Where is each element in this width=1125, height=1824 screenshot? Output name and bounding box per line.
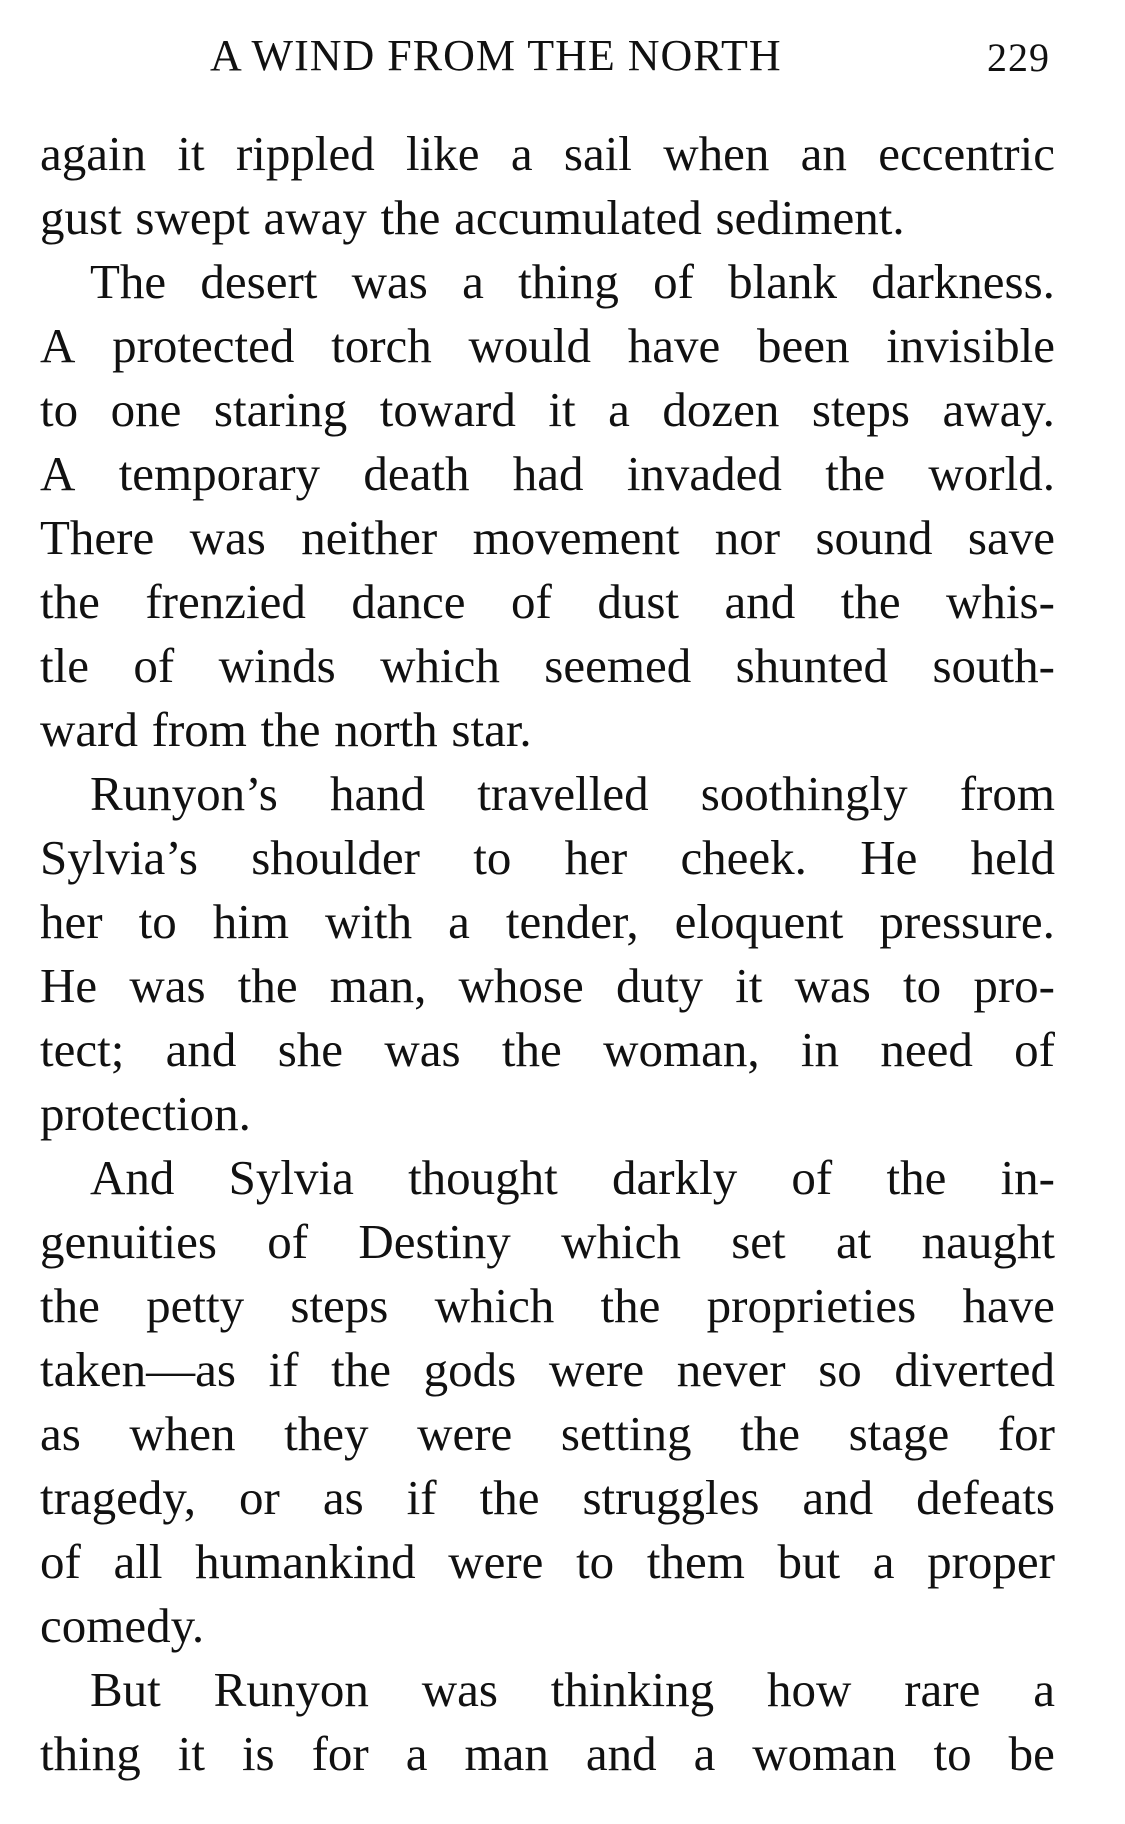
word: travelled — [477, 766, 649, 821]
word: darkly — [612, 1150, 738, 1205]
word: have — [627, 318, 721, 373]
word: to — [933, 1726, 972, 1781]
word: or — [239, 1470, 280, 1525]
word: soothingly — [700, 766, 908, 821]
word: shunted — [735, 638, 889, 693]
word: the — [331, 1342, 392, 1397]
word: need — [880, 1022, 973, 1077]
text-line — [40, 1082, 1055, 1146]
word: tle — [40, 638, 89, 693]
word: duty — [615, 958, 704, 1013]
word: a — [510, 126, 533, 181]
text-line — [40, 1530, 1055, 1594]
word: staring — [213, 382, 348, 437]
word: Runyon — [213, 1662, 369, 1717]
word: and — [724, 574, 796, 629]
word: her — [564, 830, 628, 885]
word: desert — [200, 254, 318, 309]
word: comedy. — [40, 1598, 205, 1653]
word: of — [1014, 1022, 1055, 1077]
word: for — [311, 1726, 369, 1781]
word: been — [756, 318, 850, 373]
text-line — [40, 954, 1055, 1018]
body-text — [40, 122, 1055, 1786]
word: was — [384, 1022, 461, 1077]
text-line — [40, 1594, 1055, 1658]
word: He — [40, 958, 98, 1013]
word: away. — [942, 382, 1055, 437]
word: ward — [40, 702, 138, 757]
word: man — [464, 1726, 549, 1781]
word: a — [405, 1726, 428, 1781]
word: the — [40, 1278, 100, 1333]
word: protected — [112, 318, 295, 373]
word: it — [177, 126, 205, 181]
word: was — [351, 254, 428, 309]
text-line — [40, 1146, 1055, 1210]
word: eccentric — [878, 126, 1055, 181]
word: thinking — [550, 1662, 715, 1717]
word: the — [237, 958, 298, 1013]
word: the — [501, 1022, 562, 1077]
text-line — [40, 1210, 1055, 1274]
word: set — [731, 1214, 786, 1269]
word: winds — [218, 638, 336, 693]
word: they — [284, 1406, 369, 1461]
word: humankind — [195, 1534, 416, 1589]
word: diverted — [894, 1342, 1055, 1397]
word: at — [835, 1214, 872, 1269]
word: sediment. — [715, 190, 905, 245]
word: was — [421, 1662, 498, 1717]
text-line — [40, 1274, 1055, 1338]
word: to — [138, 894, 177, 949]
word: north — [334, 702, 438, 757]
word: thing — [40, 1726, 141, 1781]
word: steps — [811, 382, 910, 437]
word: taken—as — [40, 1342, 236, 1397]
text-line — [40, 1722, 1055, 1786]
text-line — [40, 890, 1055, 954]
word: of — [133, 638, 175, 693]
word: never — [676, 1342, 786, 1397]
word: when — [663, 126, 770, 181]
word: temporary — [118, 446, 321, 501]
word: stage — [848, 1406, 950, 1461]
word: gust — [40, 190, 122, 245]
word: have — [962, 1278, 1055, 1333]
word: was — [794, 958, 871, 1013]
word: Sylvia’s — [40, 830, 198, 885]
word: was — [189, 510, 266, 565]
word: in — [800, 1022, 840, 1077]
word: save — [967, 510, 1055, 565]
text-line — [40, 1402, 1055, 1466]
text-line — [40, 570, 1055, 634]
word: shoulder — [251, 830, 420, 885]
word: held — [970, 830, 1055, 885]
text-line — [40, 1466, 1055, 1530]
word: one — [110, 382, 182, 437]
word: a — [608, 382, 630, 437]
word: which — [434, 1278, 555, 1333]
word: proper — [927, 1534, 1055, 1589]
word: is — [241, 1726, 275, 1781]
word: whose — [458, 958, 584, 1013]
word: of — [267, 1214, 309, 1269]
word: defeats — [916, 1470, 1055, 1525]
word: struggles — [582, 1470, 760, 1525]
word: Destiny — [358, 1214, 511, 1269]
word: but — [777, 1534, 841, 1589]
word: neither — [301, 510, 438, 565]
word: if — [406, 1470, 437, 1525]
word: the — [479, 1470, 540, 1525]
word: had — [512, 446, 584, 501]
text-line — [40, 506, 1055, 570]
word: pro- — [973, 958, 1055, 1013]
running-head — [210, 30, 1050, 90]
word: of — [40, 1534, 81, 1589]
word: as — [322, 1470, 364, 1525]
text-line — [40, 186, 1055, 250]
text-line — [40, 698, 1055, 762]
page-number: 229 — [987, 35, 1050, 80]
word: the — [260, 702, 321, 757]
word: as — [40, 1406, 81, 1461]
word: would — [468, 318, 592, 373]
word: which — [380, 638, 500, 693]
word: thought — [408, 1150, 558, 1205]
word: accumulated — [454, 190, 702, 245]
word: naught — [921, 1214, 1055, 1269]
word: the — [840, 574, 901, 629]
word: A — [40, 446, 76, 501]
word: him — [212, 894, 289, 949]
word: gods — [423, 1342, 517, 1397]
word: torch — [331, 318, 432, 373]
word: and — [802, 1470, 874, 1525]
word: steps — [290, 1278, 389, 1333]
word: tect; — [40, 1022, 125, 1077]
word: to — [576, 1534, 615, 1589]
word: whis- — [946, 574, 1055, 629]
word: man, — [329, 958, 427, 1013]
word: an — [800, 126, 847, 181]
word: tender, — [505, 894, 639, 949]
word: invaded — [626, 446, 782, 501]
word: hand — [329, 766, 426, 821]
text-line — [40, 122, 1055, 186]
word: a — [462, 254, 484, 309]
text-line — [40, 1658, 1055, 1722]
word: tragedy, — [40, 1470, 196, 1525]
word: A — [40, 318, 76, 373]
word: death — [363, 446, 470, 501]
word: of — [653, 254, 694, 309]
word: so — [818, 1342, 862, 1397]
word: nor — [714, 510, 781, 565]
word: thing — [518, 254, 619, 309]
word: frenzied — [145, 574, 306, 629]
text-line — [40, 1338, 1055, 1402]
word: proprieties — [706, 1278, 917, 1333]
word: the — [740, 1406, 800, 1461]
word: a — [693, 1726, 716, 1781]
word: woman, — [603, 1022, 760, 1077]
word: for — [997, 1406, 1055, 1461]
word: And — [90, 1150, 175, 1205]
word: seemed — [544, 638, 692, 693]
word: the — [380, 190, 441, 245]
word: movement — [472, 510, 680, 565]
word: were — [448, 1534, 544, 1589]
word: them — [646, 1534, 745, 1589]
word: He — [860, 830, 918, 885]
text-line — [40, 442, 1055, 506]
word: the — [600, 1278, 661, 1333]
word: it — [735, 958, 763, 1013]
word: sound — [815, 510, 933, 565]
text-line — [40, 634, 1055, 698]
word: blank — [728, 254, 837, 309]
word: if — [268, 1342, 299, 1397]
word: south- — [932, 638, 1055, 693]
word: The — [90, 254, 167, 309]
text-line — [40, 378, 1055, 442]
word: the — [825, 446, 886, 501]
word: invisible — [886, 318, 1055, 373]
word: with — [324, 894, 413, 949]
word: darkness. — [871, 254, 1055, 309]
word: it — [548, 382, 576, 437]
word: setting — [560, 1406, 692, 1461]
word: and — [585, 1726, 657, 1781]
text-line — [40, 314, 1055, 378]
word: of — [791, 1150, 833, 1205]
text-line — [40, 250, 1055, 314]
word: in- — [1000, 1150, 1055, 1205]
word: she — [277, 1022, 344, 1077]
running-title: A WIND FROM THE NORTH — [210, 31, 782, 80]
word: dozen — [662, 382, 780, 437]
word: swept — [135, 190, 250, 245]
text-line — [40, 1018, 1055, 1082]
word: dust — [597, 574, 680, 629]
word: cheek. — [680, 830, 807, 885]
word: Runyon’s — [90, 766, 278, 821]
word: woman — [752, 1726, 897, 1781]
word: be — [1008, 1726, 1055, 1781]
word: to — [903, 958, 942, 1013]
text-line — [40, 826, 1055, 890]
word: like — [406, 126, 480, 181]
word: the — [886, 1150, 947, 1205]
word: a — [1033, 1662, 1055, 1717]
word: away — [263, 190, 367, 245]
word: rare — [904, 1662, 981, 1717]
word: protection. — [40, 1086, 251, 1141]
word: rippled — [235, 126, 375, 181]
word: a — [872, 1534, 895, 1589]
word: which — [561, 1214, 681, 1269]
word: genuities — [40, 1214, 217, 1269]
word: the — [40, 574, 100, 629]
word: of — [511, 574, 552, 629]
word: and — [165, 1022, 237, 1077]
word: a — [448, 894, 470, 949]
word: from — [151, 702, 247, 757]
word: But — [90, 1662, 161, 1717]
word: her — [40, 894, 103, 949]
word: star. — [451, 702, 532, 757]
word: again — [40, 126, 147, 181]
word: all — [113, 1534, 163, 1589]
word: petty — [146, 1278, 245, 1333]
word: There — [40, 510, 155, 565]
word: was — [129, 958, 206, 1013]
word: to — [473, 830, 512, 885]
word: were — [548, 1342, 645, 1397]
word: world. — [928, 446, 1055, 501]
text-line — [40, 762, 1055, 826]
word: from — [959, 766, 1055, 821]
word: Sylvia — [228, 1150, 354, 1205]
word: were — [417, 1406, 513, 1461]
word: dance — [351, 574, 466, 629]
word: eloquent — [674, 894, 844, 949]
word: pressure. — [879, 894, 1055, 949]
word: it — [177, 1726, 205, 1781]
word: when — [129, 1406, 236, 1461]
word: how — [766, 1662, 852, 1717]
word: sail — [563, 126, 632, 181]
word: toward — [379, 382, 516, 437]
word: to — [40, 382, 79, 437]
